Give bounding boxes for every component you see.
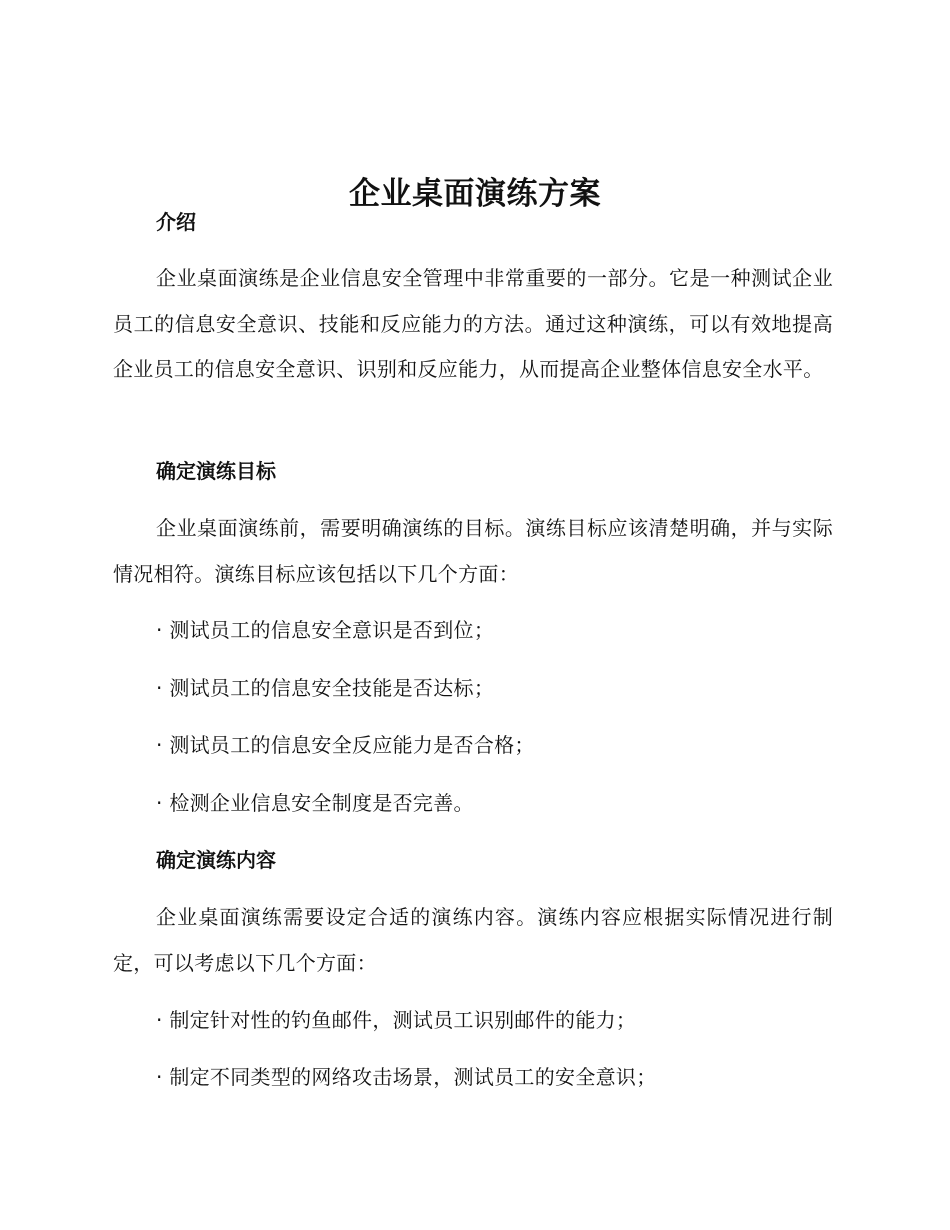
section-paragraph-intro: 企业桌面演练是企业信息安全管理中非常重要的一部分。它是一种测试企业员工的信息安全意识、技能和反应能力的方法。通过这种演练，可以有效地提高企业员工的信息安全意识、识别和反应能力，从而提高企业整体信息安全水平。: [113, 266, 833, 381]
section-paragraph-goals: 企业桌面演练前，需要明确演练的目标。演练目标应该清楚明确，并与实际情况相符。演练目标应该包括以下几个方面：: [113, 516, 833, 586]
list-item-goal: · 测试员工的信息安全意识是否到位；: [156, 618, 495, 642]
list-item-goal: · 检测企业信息安全制度是否完善。: [156, 791, 474, 815]
section-paragraph-content: 企业桌面演练需要设定合适的演练内容。演练内容应根据实际情况进行制定，可以考虑以下几个方面：: [113, 905, 833, 975]
list-item-goal: · 测试员工的信息安全技能是否达标；: [156, 676, 495, 700]
section-heading-goals: 确定演练目标: [156, 459, 276, 483]
document-title: 企业桌面演练方案: [349, 175, 601, 212]
list-item-content: · 制定针对性的钓鱼邮件，测试员工识别邮件的能力；: [156, 1008, 637, 1032]
section-heading-intro: 介绍: [156, 210, 196, 234]
list-item-goal: · 测试员工的信息安全反应能力是否合格；: [156, 733, 535, 757]
section-heading-content: 确定演练内容: [156, 848, 276, 872]
list-item-content: · 制定不同类型的网络攻击场景，测试员工的安全意识；: [156, 1065, 657, 1089]
